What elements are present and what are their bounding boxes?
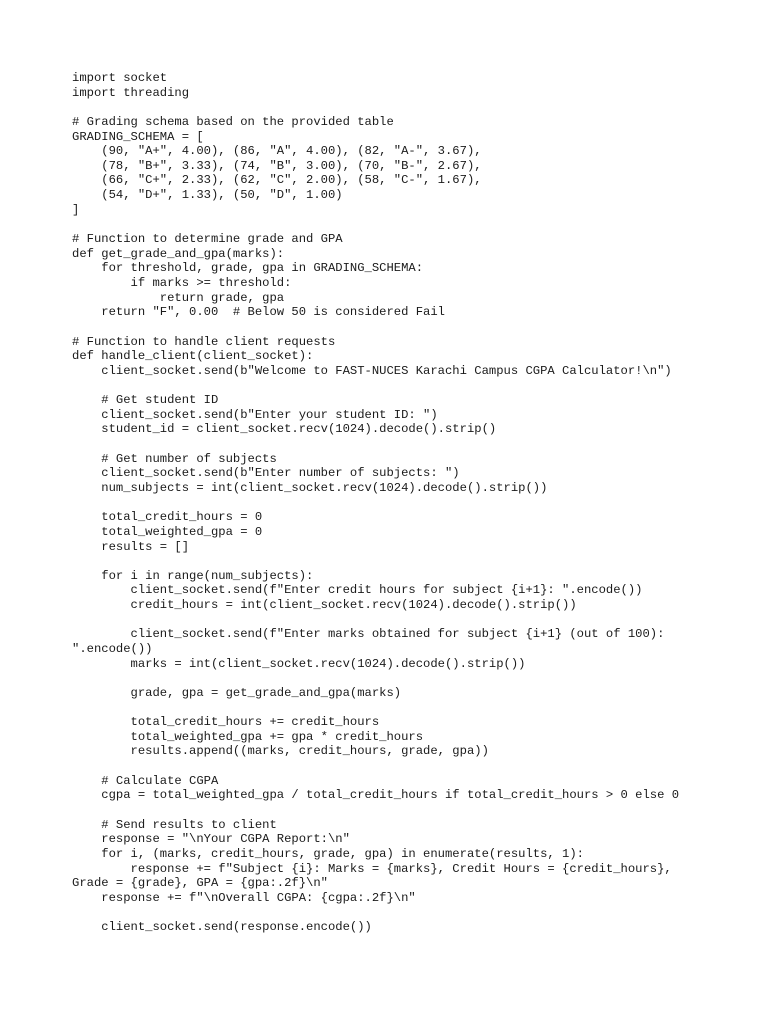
- code-line: [72, 759, 679, 774]
- code-line: import socket: [72, 71, 168, 85]
- code-line: [72, 320, 679, 335]
- code-line: import threading: [72, 85, 190, 100]
- code-line: if marks >= threshold:: [72, 275, 292, 290]
- code-line: cgpa = total_weighted_gpa / total_credit_hours if total_credit_hours > 0 else 0: [72, 788, 680, 803]
- code-line: # Grading schema based on the provided table: [72, 114, 394, 129]
- code-line: [72, 671, 679, 686]
- code-line: for i, (marks, credit_hours, grade, gpa) in enumerate(results, 1):: [72, 846, 584, 861]
- code-line: (54, "D+", 1.33), (50, "D", 1.00): [72, 188, 343, 203]
- code-line: response += f"\nOverall CGPA: {cgpa:.2f}\n": [72, 890, 416, 905]
- code-line: GRADING_SCHEMA = [: [72, 129, 204, 144]
- code-line: [72, 378, 679, 393]
- code-line: Grade = {grade}, GPA = {gpa:.2f}\n": [72, 876, 328, 891]
- code-line: total_credit_hours += credit_hours: [72, 715, 380, 730]
- code-line: total_credit_hours = 0: [72, 510, 263, 525]
- code-line: ".encode()): [72, 641, 153, 656]
- code-line: return grade, gpa: [72, 290, 285, 305]
- code-line: response += f"Subject {i}: Marks = {marks}, Credit Hours = {credit_hours},: [72, 861, 672, 876]
- code-line: # Get number of subjects: [72, 451, 277, 466]
- code-line: student_id = client_socket.recv(1024).decode().strip(): [72, 422, 497, 437]
- code-line: client_socket.send(f"Enter credit hours for subject {i+1}: ".encode()): [72, 583, 643, 598]
- code-line: [72, 100, 679, 115]
- code-line: # Function to handle client requests: [72, 334, 336, 349]
- code-line: credit_hours = int(client_socket.recv(1024).decode().strip()): [72, 598, 577, 613]
- code-line: return "F", 0.00 # Below 50 is considered Fail: [72, 305, 445, 320]
- code-line: total_weighted_gpa += gpa * credit_hours: [72, 729, 424, 744]
- code-line: for i in range(num_subjects):: [72, 568, 314, 583]
- code-line: client_socket.send(b"Welcome to FAST-NUCES Karachi Campus CGPA Calculator!\n"): [72, 363, 672, 378]
- code-line: response = "\nYour CGPA Report:\n": [72, 832, 350, 847]
- code-block: [72, 71, 679, 935]
- code-line: results.append((marks, credit_hours, grade, gpa)): [72, 744, 489, 759]
- code-line: (90, "A+", 4.00), (86, "A", 4.00), (82, "A-", 3.67),: [72, 144, 482, 159]
- code-line: [72, 554, 679, 569]
- code-line: # Get student ID: [72, 393, 219, 408]
- code-line: for threshold, grade, gpa in GRADING_SCHEMA:: [72, 261, 424, 276]
- code-line: marks = int(client_socket.recv(1024).decode().strip()): [72, 656, 526, 671]
- code-line: client_socket.send(b"Enter number of subjects: "): [72, 466, 460, 481]
- code-line: (78, "B+", 3.33), (74, "B", 3.00), (70, "B-", 2.67),: [72, 158, 482, 173]
- code-line: [72, 906, 679, 921]
- code-line: [72, 701, 679, 716]
- code-line: [72, 217, 679, 232]
- code-line: total_weighted_gpa = 0: [72, 524, 263, 539]
- code-line: client_socket.send(f"Enter marks obtained for subject {i+1} (out of 100):: [72, 627, 665, 642]
- code-line: [72, 803, 679, 818]
- code-line: [72, 496, 679, 511]
- code-line: (66, "C+", 2.33), (62, "C", 2.00), (58, "C-", 1.67),: [72, 173, 482, 188]
- code-line: [72, 613, 679, 628]
- code-line: client_socket.send(b"Enter your student ID: "): [72, 407, 438, 422]
- code-line: results = []: [72, 539, 190, 554]
- code-line: num_subjects = int(client_socket.recv(1024).decode().strip()): [72, 480, 548, 495]
- code-line: # Send results to client: [72, 817, 277, 832]
- code-line: def get_grade_and_gpa(marks):: [72, 246, 285, 261]
- code-line: client_socket.send(response.encode()): [72, 920, 372, 935]
- code-line: # Calculate CGPA: [72, 773, 219, 788]
- code-line: # Function to determine grade and GPA: [72, 232, 343, 247]
- code-line: def handle_client(client_socket):: [72, 349, 314, 364]
- code-line: [72, 437, 679, 452]
- code-line: ]: [72, 202, 80, 217]
- code-line: grade, gpa = get_grade_and_gpa(marks): [72, 685, 402, 700]
